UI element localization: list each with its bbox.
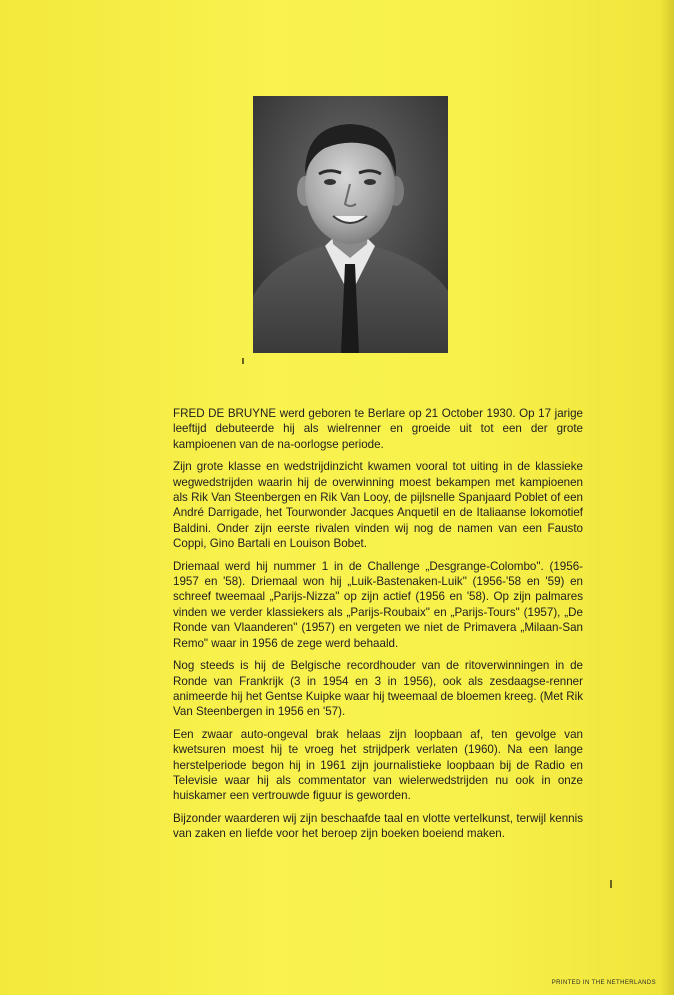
bio-paragraph-birth: FRED DE BRUYNE werd geboren te Berlare op 21 October 1930. Op 17 jarige leeftijd debuteerde hij als wielrenner en groeide uit tot een der grote kampioenen van de na-oorlogse periode.	[173, 407, 583, 451]
bio-paragraph-records: Nog steeds is hij de Belgische recordhouder van de ritoverwinningen in de Ronde van Frankrijk (3 in 1954 en 3 in 1956), ook als zesdaagse-renner animeerde hij het Gentse Kuipke waar hij tweemaal de bloemen kreeg. (Met Rik Van Steenbergen in 1956 en '57).	[173, 659, 583, 719]
print-speck	[610, 880, 612, 888]
bio-paragraph-rivals: Zijn grote klasse en wedstrijdinzicht kwamen vooral tot uiting in de klassieke wegwedstrijden waarin hij de overwinning moest bekampen met kampioenen als Rik Van Steenbergen en Rik Van Looy, de pijlsnelle Spanjaard Poblet of een André Darrigade, het Tourwonder Jacques Anquetil en de Italiaanse lokomotief Baldini. Onder zijn eerste rivalen vinden wij nog de namen van een Fausto Coppi, Gino Bartali en Louison Bobet.	[173, 460, 583, 551]
bio-paragraph-career-end: Een zwaar auto-ongeval brak helaas zijn loopbaan af, ten gevolge van kwetsuren moest hij te vroeg het strijdperk verlaten (1960). Na een lange herstelperiode begon hij in 1961 zijn journalistieke loopbaan bij de Radio en Televisie waar hij als commentator van wielerwedstrijden nu ook in onze huiskamer een vertrouwde figuur is geworden.	[173, 727, 583, 803]
bio-paragraph-books: Bijzonder waarderen wij zijn beschaafde taal en vlotte vertelkunst, terwijl kennis van zaken en liefde voor het beroep zijn boeken boeiend maken.	[173, 811, 583, 841]
bio-paragraph-victories: Driemaal werd hij nummer 1 in de Challenge „Desgrange-Colombo". (1956-1957 en '58). Driemaal won hij „Luik-Bastenaken-Luik" (1956-'58 en '59) en schreef tweemaal „Parijs-Nizza" op zijn actief (1956 en '58). Op zijn palmares vinden we verder klassiekers als „Parijs-Roubaix" en „Parijs-Tours" (1957), „De Ronde van Vlaanderen" (1957) en vergeten we niet de Primavera „Milaan-San Remo" waar in 1956 de zege werd behaald.	[173, 559, 583, 650]
author-biography	[173, 406, 583, 849]
cover-edge-shadow	[660, 0, 674, 995]
author-portrait-photo	[253, 96, 448, 353]
print-speck	[242, 358, 244, 364]
printed-in-imprint: PRINTED IN THE NETHERLANDS	[551, 980, 656, 986]
